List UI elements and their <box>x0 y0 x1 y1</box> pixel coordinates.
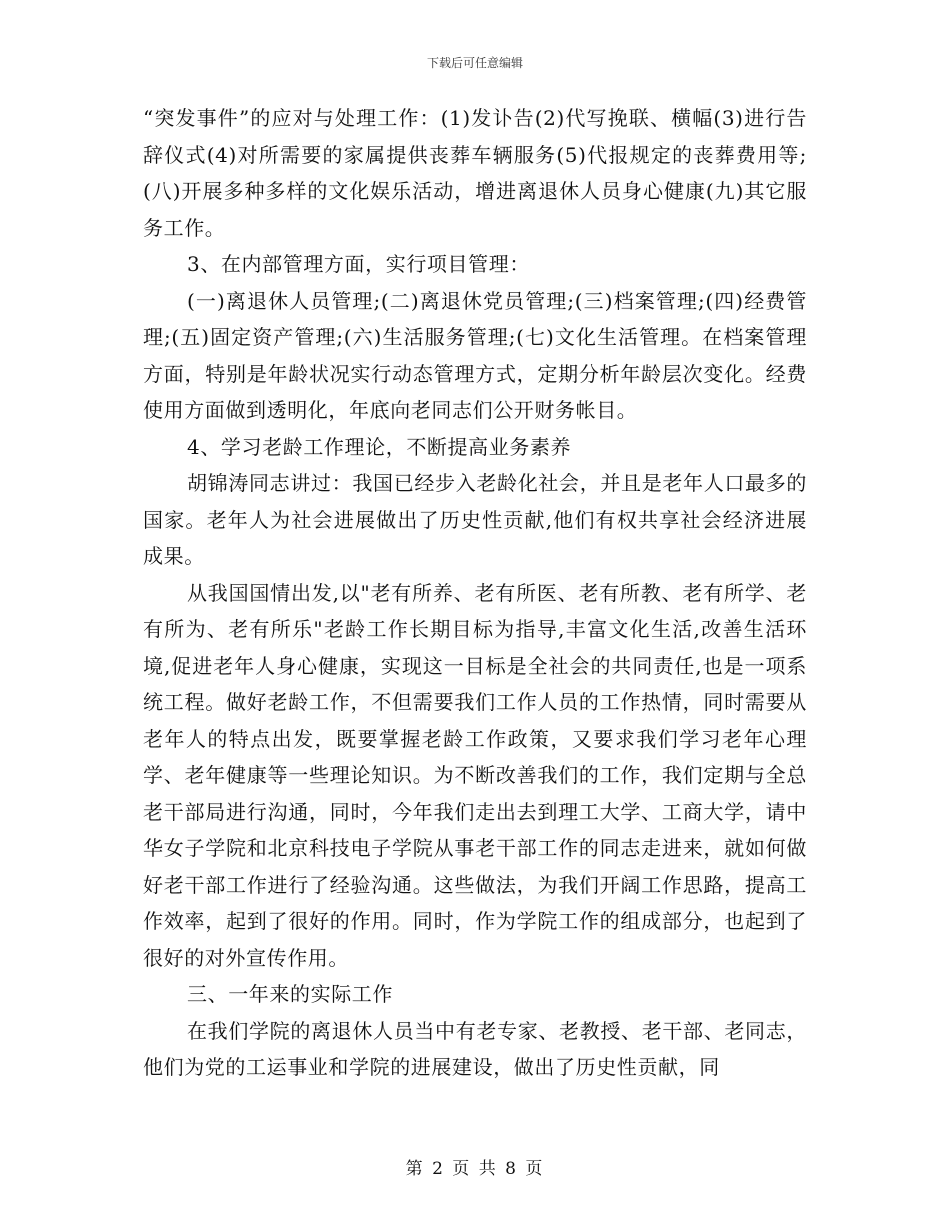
paragraph-aging-work-goals: 从我国国情出发,以"老有所养、老有所医、老有所教、老有所学、老有所为、老有所乐"老龄工作长期目标为指导,丰富文化生活,改善生活环境,促进老年人身心健康，实现这一目标是全社会的共同责任,也是一项系统工程。做好老龄工作，不但需要我们工作人员的工作热情，同时需要从老年人的特点出发，既要掌握老龄工作政策，又要求我们学习老年心理学、老年健康等一些理论知识。为不断改善我们的工作，我们定期与全总老干部局进行沟通，同时，今年我们走出去到理工大学、工商大学，请中华女子学院和北京科技电子学院从事老干部工作的同志走进来，就如何做好老干部工作进行了经验沟通。这些做法，为我们开阔工作思路，提高工作效率，起到了很好的作用。同时，作为学院工作的组成部分，也起到了很好的对外宣传作用。 <box>143 580 807 970</box>
page-number-footer: 第 2 页 共 8 页 <box>405 1159 545 1179</box>
paragraph-study-theory-heading: 4、学习老龄工作理论，不断提高业务素养 <box>187 434 572 459</box>
page-header: 下载后可任意编辑 <box>426 56 523 70</box>
paragraph-internal-management-heading: 3、在内部管理方面，实行项目管理： <box>187 252 530 276</box>
paragraph-retirees-contribution: 在我们学院的离退休人员当中有老专家、老教授、老干部、老同志，他们为党的工运事业和学院的进展建设，做出了历史性贡献，同 <box>143 1018 807 1079</box>
paragraph-project-management-items: (一)离退休人员管理;(二)离退休党员管理;(三)档案管理;(四)经费管理;(五)固定资产管理;(六)生活服务管理;(七)文化生活管理。在档案管理方面，特别是年龄状况实行动态管理方式，定期分析年龄层次变化。经费使用方面做到透明化，年底向老同志们公开财务帐目。 <box>143 288 807 422</box>
section-heading-actual-work: 三、一年来的实际工作 <box>187 982 393 1006</box>
document-body <box>143 100 807 1086</box>
paragraph-emergency-handling: “突发事件”的应对与处理工作：(1)发讣告(2)代写挽联、横幅(3)进行告辞仪式(4)对所需要的家属提供丧葬车辆服务(5)代报规定的丧葬费用等;(八)开展多种多样的文化娱乐活动，增进离退休人员身心健康(九)其它服务工作。 <box>143 106 807 240</box>
paragraph-aging-society-quote: 胡锦涛同志讲过：我国已经步入老龄化社会，并且是老年人口最多的国家。老年人为社会进展做出了历史性贡献,他们有权共享社会经济进展成果。 <box>143 471 807 568</box>
